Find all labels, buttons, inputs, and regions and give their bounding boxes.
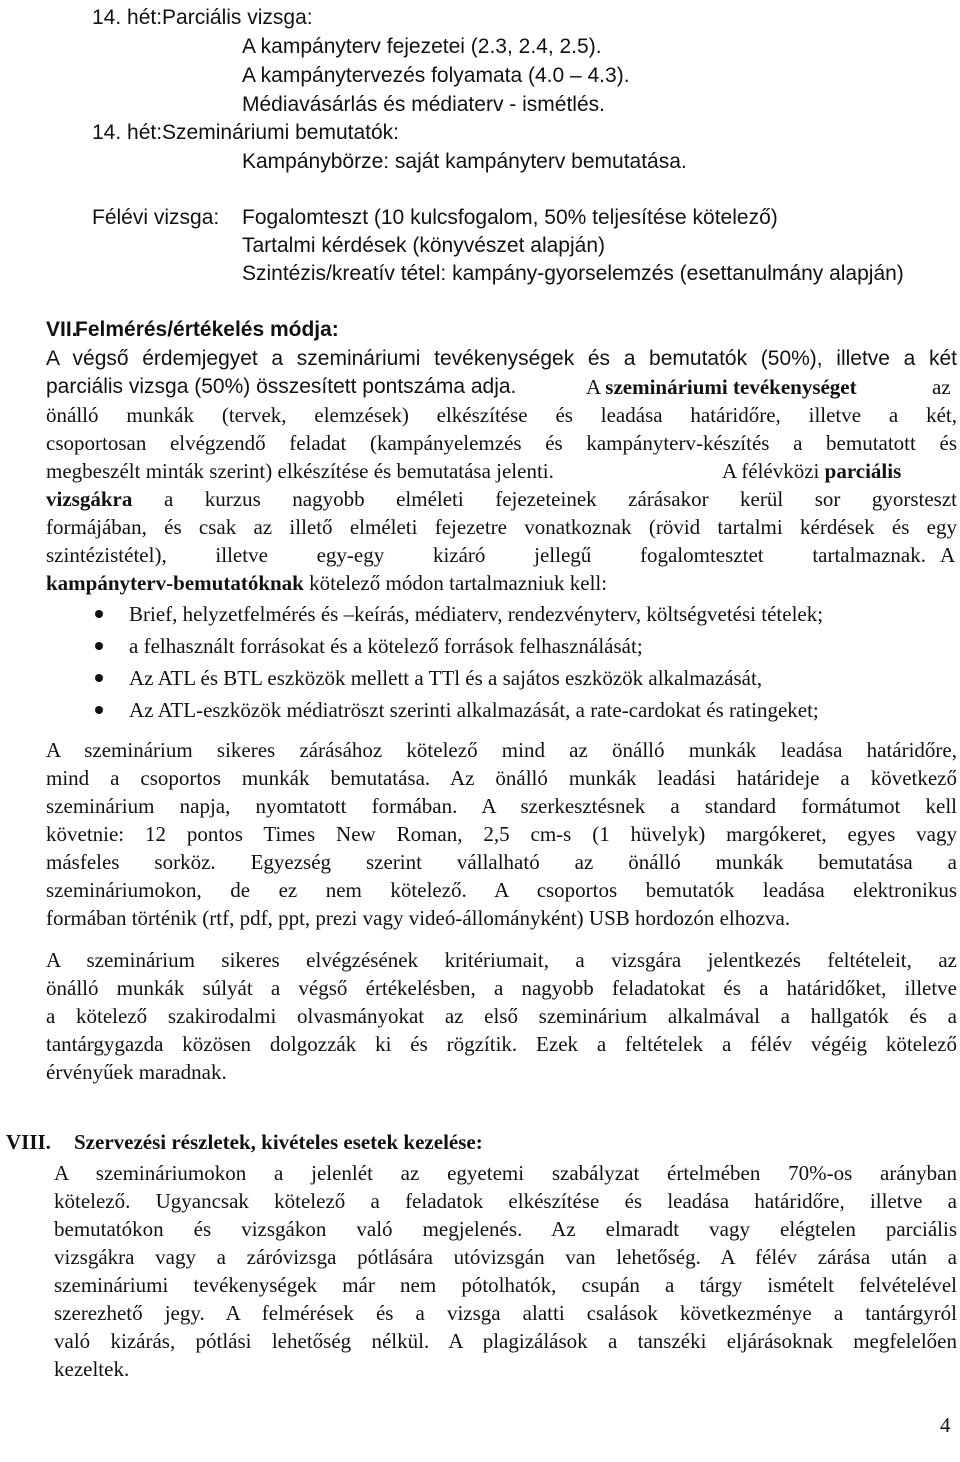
semester-exam-label: Félévi vizsga: — [92, 206, 220, 229]
section7-p1-inline: A — [940, 543, 956, 567]
section7-p3-line: A szeminárium sikeres elvégzésének kritériumait, a vizsgára jelentkezés feltételeit, az — [46, 948, 957, 972]
section8-line: kötelező. Ugyancsak kötelező a feladatok elkészítése és leadása határidőre, illetve a — [54, 1189, 957, 1213]
section7-p1-line: megbeszélt minták szerint) elkészítése és bemutatása jelenti. — [46, 459, 554, 483]
section8-line: kezeltek. — [54, 1357, 130, 1381]
bullet-icon — [95, 610, 103, 618]
section7-p1-inline: A félévközi parciális — [722, 459, 902, 483]
section7-p1-line: formájában, és csak az illető elméleti fejezetre vonatkoznak (rövid tartalmi kérdések és egy — [46, 515, 957, 539]
week14-seminar-title: 14. hét:Szemináriumi bemutatók: — [92, 121, 399, 144]
section8-number: VIII. — [6, 1130, 51, 1154]
week14-partial-item: Médiavásárlás és médiaterv - ismétlés. — [242, 93, 605, 116]
week14-partial-title: 14. hét:Parciális vizsga: — [92, 6, 313, 29]
page-number: 4 — [940, 1413, 951, 1437]
bullet-icon — [95, 642, 103, 650]
semester-exam-item: Szintézis/kreatív tétel: kampány-gyorselemzés (esettanulmány alapján) — [242, 262, 904, 285]
section7-p2-line: szeminárium napja, nyomtatott formában. A szerkesztésnek a standard formátumot kell — [46, 794, 957, 818]
section7-p2-line: mind a csoportos munkák bemutatása. Az önálló munkák leadási határideje a következő — [46, 766, 957, 790]
section7-p1-inline: A szemináriumi tevékenységet — [586, 375, 857, 399]
section7-p1-line: önálló munkák (tervek, elemzések) elkészítése és leadása határidőre, illetve a két, — [46, 403, 957, 427]
semester-exam-item: Fogalomteszt (10 kulcsfogalom, 50% teljesítése kötelező) — [242, 206, 778, 229]
bullet-icon — [95, 674, 103, 682]
section7-p1-line: parciális vizsga (50%) összesített pontszáma adja. — [46, 375, 517, 398]
section8-line: való kizárás, pótlási lehetőség nélkül. A plagizálások a tanszéki eljárásoknak megfelelően — [54, 1329, 957, 1353]
week14-partial-item: A kampányterv fejezetei (2.3, 2.4, 2.5). — [242, 35, 602, 58]
section7-p3-line: a kötelező szakirodalmi olvasmányokat az első szeminárium alkalmával a hallgatók és a — [46, 1004, 957, 1028]
section7-bullet-item: Brief, helyzetfelmérés és –keírás, médiaterv, rendezvényterv, költségvetési tételek; — [129, 602, 824, 626]
section7-bullet-item: Az ATL és BTL eszközök mellett a TTl és a sajátos eszközök alkalmazását, — [129, 666, 763, 690]
section8-title: Szervezési részletek, kivételes esetek kezelése: — [74, 1130, 483, 1154]
section7-p2-line: A szeminárium sikeres zárásához kötelező mind az önálló munkák leadása határidőre, — [46, 738, 957, 762]
section7-p1-line: a kurzus nagyobb elméleti fejezeteinek zárásakor kerül sor gyorsteszt — [164, 487, 957, 511]
section7-p1-inline: kampányterv-bemutatóknak kötelező módon tartalmazniuk kell: — [46, 571, 608, 595]
section7-p2-line: szemináriumokon, de ez nem kötelező. A csoportos bemutatók leadása elektronikus — [46, 878, 957, 902]
section7-p1-inline: az — [932, 375, 951, 399]
section7-bullet-item: a felhasznált forrásokat és a kötelező források felhasználását; — [129, 634, 643, 658]
section7-p3-line: önálló munkák súlyát a végső értékelésben, a nagyobb feladatokat és a határidőket, illetve — [46, 976, 957, 1000]
semester-exam-item: Tartalmi kérdések (könyvészet alapján) — [242, 234, 605, 257]
section7-p2-line: másfeles sorköz. Egyezség szerint vállalható az önálló munkák bemutatása a — [46, 850, 957, 874]
section7-p2-line: formában történik (rtf, pdf, ppt, prezi vagy videó-állományként) USB hordozón elhozva. — [46, 906, 791, 930]
section7-bullet-item: Az ATL-eszközök médiatröszt szerinti alkalmazását, a rate-cardokat és ratingeket; — [129, 698, 819, 722]
section8-line: vizsgákra vagy a záróvizsga pótlására utóvizsgán van lehetőség. A félév zárása után a — [54, 1245, 957, 1269]
section8-line: szerezhető jegy. A felmérések és a vizsga alatti csalások következménye a tantárgyról — [54, 1301, 957, 1325]
section8-line: A szemináriumokon a jelenlét az egyetemi szabályzat értelmében 70%-os arányban — [54, 1161, 957, 1185]
week14-seminar-item: Kampánybörze: saját kampányterv bemutatása. — [242, 150, 687, 173]
section7-p3-line: tantárgygazda közösen dolgozzák ki és rögzítik. Ezek a feltételek a félév végéig kötelező — [46, 1032, 957, 1056]
section7-p3-line: érvényűek maradnak. — [46, 1060, 227, 1084]
section7-number: VII. — [46, 318, 78, 341]
section7-p1-line: csoportosan elvégzendő feladat (kampányelemzés és kampányterv-készítés a bemutatott és — [46, 431, 957, 455]
section7-p1-line: szintézistétel), illetve egy-egy kizáró jellegű fogalomtesztet tartalmaznak. — [46, 543, 926, 567]
week14-partial-item: A kampánytervezés folyamata (4.0 – 4.3). — [242, 64, 630, 87]
section7-p1-inline: vizsgákra — [46, 487, 133, 511]
section7-p1-line: A végső érdemjegyet a szemináriumi tevékenységek és a bemutatók (50%), illetve a két — [46, 347, 957, 370]
bullet-icon — [95, 706, 103, 714]
section7-p2-line: követnie: 12 pontos Times New Roman, 2,5 cm-s (1 hüvelyk) margókeret, egyes vagy — [46, 822, 957, 846]
section8-line: szemináriumi tevékenységek már nem pótolhatók, csupán a tárgy ismételt felvételével — [54, 1273, 957, 1297]
section7-title: Felmérés/értékelés módja: — [75, 318, 339, 341]
section8-line: bemutatókon és vizsgákon való megjelenés. Az elmaradt vagy elégtelen parciális — [54, 1217, 957, 1241]
